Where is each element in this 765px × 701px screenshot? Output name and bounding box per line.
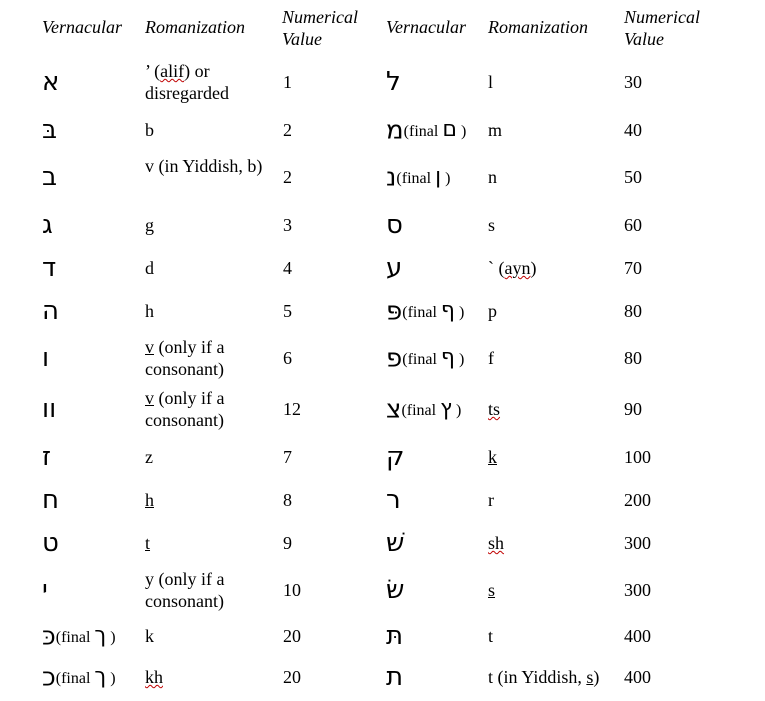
romanization (145, 489, 273, 511)
header-numerical-line1: Numerical (624, 7, 700, 27)
final-letter: ם (442, 117, 457, 142)
romanization-text: (only if a consonant) (145, 337, 225, 379)
final-letter: ך (94, 623, 107, 648)
numerical-value: 8 (283, 490, 292, 510)
romanization (488, 446, 628, 468)
final-label: (final (402, 351, 437, 368)
hebrew-letter: ז (42, 442, 52, 472)
numerical-value: 2 (283, 120, 292, 140)
romanization-marked: sh (488, 533, 505, 553)
numerical-value: 4 (283, 258, 292, 278)
romanization (488, 625, 628, 647)
vernacular-letter (42, 296, 59, 326)
hebrew-letter: י (42, 575, 48, 605)
final-form-note: (final ץ ) (401, 396, 462, 421)
hebrew-letter: שׂ (386, 575, 405, 605)
final-letter: ף (440, 298, 455, 323)
vernacular-letter (386, 253, 402, 283)
hebrew-letter: ט (42, 528, 59, 558)
romanization-marked: s (488, 580, 496, 600)
romanization-marked: ts (488, 399, 501, 419)
header-numerical-line2: Value (624, 29, 664, 49)
hebrew-letter: ח (42, 485, 59, 515)
romanization-marked: t (145, 533, 151, 553)
vernacular-letter (42, 253, 56, 283)
final-form-note: (final ף ) (402, 345, 465, 370)
vernacular-letter (386, 162, 450, 194)
numerical-value: 20 (283, 626, 301, 646)
vernacular-letter (42, 528, 59, 558)
numerical-value: 9 (283, 533, 292, 553)
numerical-value: 60 (624, 215, 642, 235)
romanization-text: ) (530, 258, 537, 278)
vernacular-letter (386, 115, 466, 147)
final-form-note: (final ך ) (55, 664, 116, 689)
vernacular-letter (42, 485, 59, 515)
numerical-value: 3 (283, 215, 292, 235)
hebrew-letter: ת (386, 662, 404, 692)
vernacular-letter (42, 343, 49, 373)
romanization-text: t (in Yiddish, (488, 667, 587, 687)
final-label: (final (55, 629, 91, 646)
romanization-text: y (only if a consonant) (145, 569, 225, 611)
hebrew-letter: פ (386, 343, 403, 374)
numerical-value: 70 (624, 258, 642, 278)
vernacular-letter (386, 394, 461, 426)
final-form-note: (final ן ) (396, 164, 451, 189)
header-romanization-right: Romanization (488, 17, 589, 37)
romanization-text: ’ ( (145, 61, 161, 81)
romanization-marked: k (488, 447, 497, 467)
hebrew-letter: א (42, 67, 60, 97)
hebrew-letter: צ (386, 394, 402, 425)
numerical-value: 1 (283, 72, 292, 92)
numerical-value: 50 (624, 167, 642, 187)
numerical-value: 7 (283, 447, 292, 467)
romanization-marked: v (145, 388, 154, 408)
vernacular-letter (386, 575, 404, 605)
hebrew-letter: ג (42, 210, 53, 240)
vernacular-letter (42, 67, 59, 97)
numerical-value: 400 (624, 626, 651, 646)
hebrew-letter: ס (386, 210, 403, 240)
romanization-text: s (488, 215, 496, 235)
romanization-text: b (145, 120, 154, 140)
romanization-text: v (in Yiddish, b) (145, 156, 263, 176)
final-form-note: (final ם ) (403, 117, 467, 142)
romanization-text: t (488, 626, 494, 646)
numerical-value: 10 (283, 580, 301, 600)
final-form-note: (final ך ) (55, 623, 116, 648)
numerical-value: 20 (283, 667, 301, 687)
romanization-text: z (145, 447, 153, 467)
romanization (145, 257, 273, 279)
numerical-value: 2 (283, 167, 292, 187)
romanization-text: ) or disregarded (145, 61, 229, 103)
vernacular-letter (386, 210, 403, 240)
romanization-text: m (488, 120, 503, 140)
final-label: (final (402, 304, 437, 321)
romanization (145, 532, 273, 554)
romanization (145, 155, 273, 177)
hebrew-letter: שׁ (386, 528, 405, 558)
numerical-value: 30 (624, 72, 642, 92)
header-numerical-line2: Value (282, 29, 322, 49)
romanization (488, 579, 628, 601)
romanization (145, 446, 273, 468)
final-label: (final (55, 670, 91, 687)
hebrew-letter: פּ (386, 296, 403, 327)
romanization-text: p (488, 301, 497, 321)
vernacular-letter (42, 621, 116, 653)
hebrew-letter: ר (386, 485, 401, 515)
romanization (488, 666, 628, 688)
vernacular-letter (42, 115, 57, 145)
romanization-text: k (145, 626, 154, 646)
hebrew-letter: ב (42, 162, 58, 192)
final-label: (final (401, 402, 437, 419)
numerical-value: 90 (624, 399, 642, 419)
romanization (488, 119, 628, 141)
final-letter: ן (435, 164, 442, 189)
romanization (145, 387, 273, 431)
romanization (145, 568, 273, 612)
romanization (488, 489, 628, 511)
vernacular-letter (386, 442, 404, 472)
romanization (145, 336, 273, 380)
header-vernacular-right: Vernacular (386, 17, 466, 37)
final-letter: ך (94, 664, 107, 689)
romanization-marked: alif (160, 61, 185, 81)
hebrew-letter: תּ (386, 621, 404, 651)
romanization-text: r (488, 490, 494, 510)
romanization (488, 532, 628, 554)
numerical-value: 300 (624, 533, 651, 553)
vernacular-letter (42, 162, 57, 192)
romanization (488, 347, 628, 369)
vernacular-letter (386, 296, 464, 328)
numerical-value: 300 (624, 580, 651, 600)
hebrew-letter: ד (42, 253, 57, 283)
romanization-text: g (145, 215, 154, 235)
final-label: (final (396, 170, 432, 187)
vernacular-letter (386, 621, 403, 651)
romanization-marked: v (145, 337, 154, 357)
header-vernacular-left: Vernacular (42, 17, 122, 37)
numerical-value: 400 (624, 667, 651, 687)
vernacular-letter (42, 394, 56, 424)
hebrew-letter: כ (42, 662, 56, 693)
romanization-text: ) (593, 667, 600, 687)
romanization (488, 166, 628, 188)
vernacular-letter (386, 485, 401, 515)
numerical-value: 5 (283, 301, 292, 321)
header-numerical-value-right (624, 6, 700, 50)
romanization-text: f (488, 348, 494, 368)
romanization-marked: s (586, 667, 594, 687)
hebrew-letter: ה (42, 296, 59, 326)
header-numerical-line1: Numerical (282, 7, 358, 27)
numerical-value: 6 (283, 348, 292, 368)
romanization (488, 398, 628, 420)
final-letter: ף (440, 345, 455, 370)
numerical-value: 100 (624, 447, 651, 467)
romanization (145, 625, 273, 647)
romanization (145, 214, 273, 236)
romanization (488, 257, 628, 279)
numerical-value: 80 (624, 301, 642, 321)
vernacular-letter (42, 442, 51, 472)
romanization-text: l (488, 72, 494, 92)
romanization (145, 60, 273, 104)
romanization (145, 666, 273, 688)
romanization (488, 300, 628, 322)
numerical-value: 12 (283, 399, 301, 419)
numerical-value: 40 (624, 120, 642, 140)
hebrew-letter: ק (386, 442, 405, 472)
romanization-text: n (488, 167, 497, 187)
vernacular-letter (386, 528, 404, 558)
vernacular-letter (386, 662, 403, 692)
header-numerical-value-left (282, 6, 358, 50)
hebrew-letter: ע (386, 253, 403, 283)
hebrew-letter: ו (42, 343, 50, 373)
vernacular-letter (42, 210, 53, 240)
final-label: (final (403, 123, 439, 140)
romanization-marked: h (145, 490, 154, 510)
vernacular-letter (386, 343, 464, 375)
hebrew-letter: נ (386, 162, 397, 193)
romanization (488, 71, 628, 93)
vernacular-letter (386, 67, 401, 97)
hebrew-letter: ל (386, 67, 401, 97)
romanization-text: (only if a consonant) (145, 388, 225, 430)
romanization (488, 214, 628, 236)
vernacular-letter (42, 575, 48, 605)
vernacular-letter (42, 662, 116, 694)
numerical-value: 200 (624, 490, 651, 510)
final-letter: ץ (440, 396, 452, 421)
numerical-value: 80 (624, 348, 642, 368)
final-form-note: (final ף ) (402, 298, 465, 323)
romanization-marked: ayn (504, 258, 531, 278)
romanization-text: ` ( (488, 258, 505, 278)
romanization-text: d (145, 258, 154, 278)
romanization (145, 119, 273, 141)
hebrew-letter: בּ (42, 115, 58, 145)
romanization-text: h (145, 301, 154, 321)
hebrew-letter: כּ (42, 621, 56, 652)
hebrew-letter: וו (42, 394, 57, 424)
romanization (145, 300, 273, 322)
romanization-marked: kh (145, 667, 163, 687)
header-romanization-left: Romanization (145, 17, 246, 37)
hebrew-letter: מ (386, 115, 404, 146)
